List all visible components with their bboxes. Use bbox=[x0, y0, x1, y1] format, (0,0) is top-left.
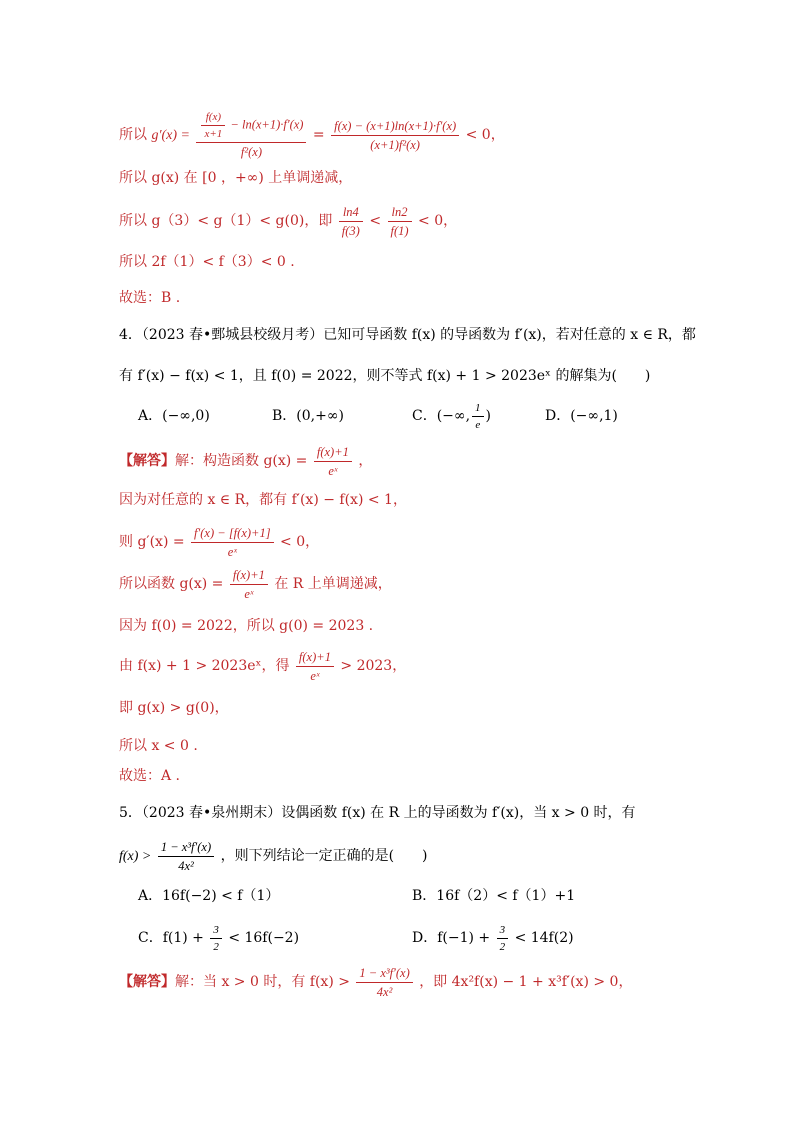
question-5-line-2: f(x) > $\frac{\text{1 − x³f′(x)}}{\text{4x²}}$ ，则下列结论一定正确的是( ) bbox=[119, 839, 428, 873]
q5-option-a: A．16f(−2) < f（1） bbox=[138, 888, 280, 904]
solution-4-construct: 【解答】解：构造函数 g(x) = $\frac{f(x)+1}{\text{eˣ}}$ ， bbox=[119, 444, 373, 478]
answer-line: 故选：B . bbox=[119, 290, 181, 306]
solution-line-derivative: 所以 g′(x) = $\frac{f(x)}{x+1}$ − ln(x+1)·f′(x) f²(x) = $\frac{f(x) - (x+1)\ln(x+1)\cdot f'(x)}{\text{(x+1)f²(x)}}$ < 0， bbox=[119, 111, 505, 159]
solution-line-conclusion: 所以 2f（1）< f（3）< 0 . bbox=[119, 254, 295, 270]
big-fraction: $\frac{f(x)}{x+1}$ − ln(x+1)·f′(x) f²(x) bbox=[196, 110, 306, 160]
question-4-line-1: 4．（2023 春•鄄城县校级月考）已知可导函数 f(x) 的导函数为 f′(x)，若对任意的 x ∈ R，都 bbox=[119, 327, 696, 343]
q4-option-b: B．(0,+∞) bbox=[272, 408, 344, 424]
solution-4-value: 因为 f(0) = 2022，所以 g(0) = 2023 . bbox=[119, 618, 374, 634]
solution-4-result: 所以 x < 0 . bbox=[119, 738, 198, 754]
solution-5-start: 【解答】解：当 x > 0 时，有 f(x) > $\frac{\text{1 − x³f′(x)}}{\text{4x²}}$ ，即 4x²f(x) − 1 + x³f′(x) > 0， bbox=[119, 965, 633, 999]
q5-option-d: D．f(−1) + $\frac{3}{2}$ < 14f(2) bbox=[412, 923, 574, 953]
question-5-line-1: 5．（2023 春•泉州期末）设偶函数 f(x) 在 R 上的导函数为 f′(x)，当 x > 0 时，有 bbox=[119, 805, 636, 821]
solution-4-monotone: 所以函数 g(x) = $\frac{f(x)+1}{\text{eˣ}}$ 在 R 上单调递减， bbox=[119, 567, 392, 601]
question-4-line-2: 有 f′(x) − f(x) < 1，且 f(0) = 2022，则不等式 f(x) + 1 > 2023eˣ 的解集为( ) bbox=[119, 368, 651, 384]
fraction-rhs: $\frac{f(x) - (x+1)\ln(x+1)\cdot f'(x)}{\text{(x+1)f²(x)}}$ bbox=[331, 118, 459, 153]
solution-line-decreasing: 所以 g(x) 在 [0 ，+∞) 上单调递减， bbox=[119, 170, 353, 186]
q4-option-a: A．(−∞,0) bbox=[138, 408, 210, 424]
solution-4-inequality: 由 f(x) + 1 > 2023eˣ，得 $\frac{f(x)+1}{\text{eˣ}}$ > 2023， bbox=[119, 649, 407, 683]
q4-option-c: C．(−∞, $\frac{1}{e}$ ) bbox=[412, 401, 491, 431]
solution-4-condition: 因为对任意的 x ∈ R，都有 f′(x) − f(x) < 1， bbox=[119, 492, 407, 508]
solution-4-compare: 即 g(x) > g(0)， bbox=[119, 700, 229, 716]
q5-option-c: C．f(1) + $\frac{3}{2}$ < 16f(−2) bbox=[138, 923, 300, 953]
q4-option-d: D．(−∞,1) bbox=[545, 408, 618, 424]
solution-4-derivative: 则 g′(x) = $\frac{f'(x) - [f(x)+1]}{\text{eˣ}}$ < 0， bbox=[119, 525, 320, 559]
solution-line-compare: 所以 g（3）< g（1）< g(0)，即 $\frac{\ln 4}{f(3)}$ < $\frac{\ln 2}{f(1)}$ < 0， bbox=[119, 204, 458, 238]
solution-4-answer: 故选：A . bbox=[119, 768, 181, 784]
q5-option-b: B．16f（2）< f（1）+1 bbox=[412, 888, 576, 904]
